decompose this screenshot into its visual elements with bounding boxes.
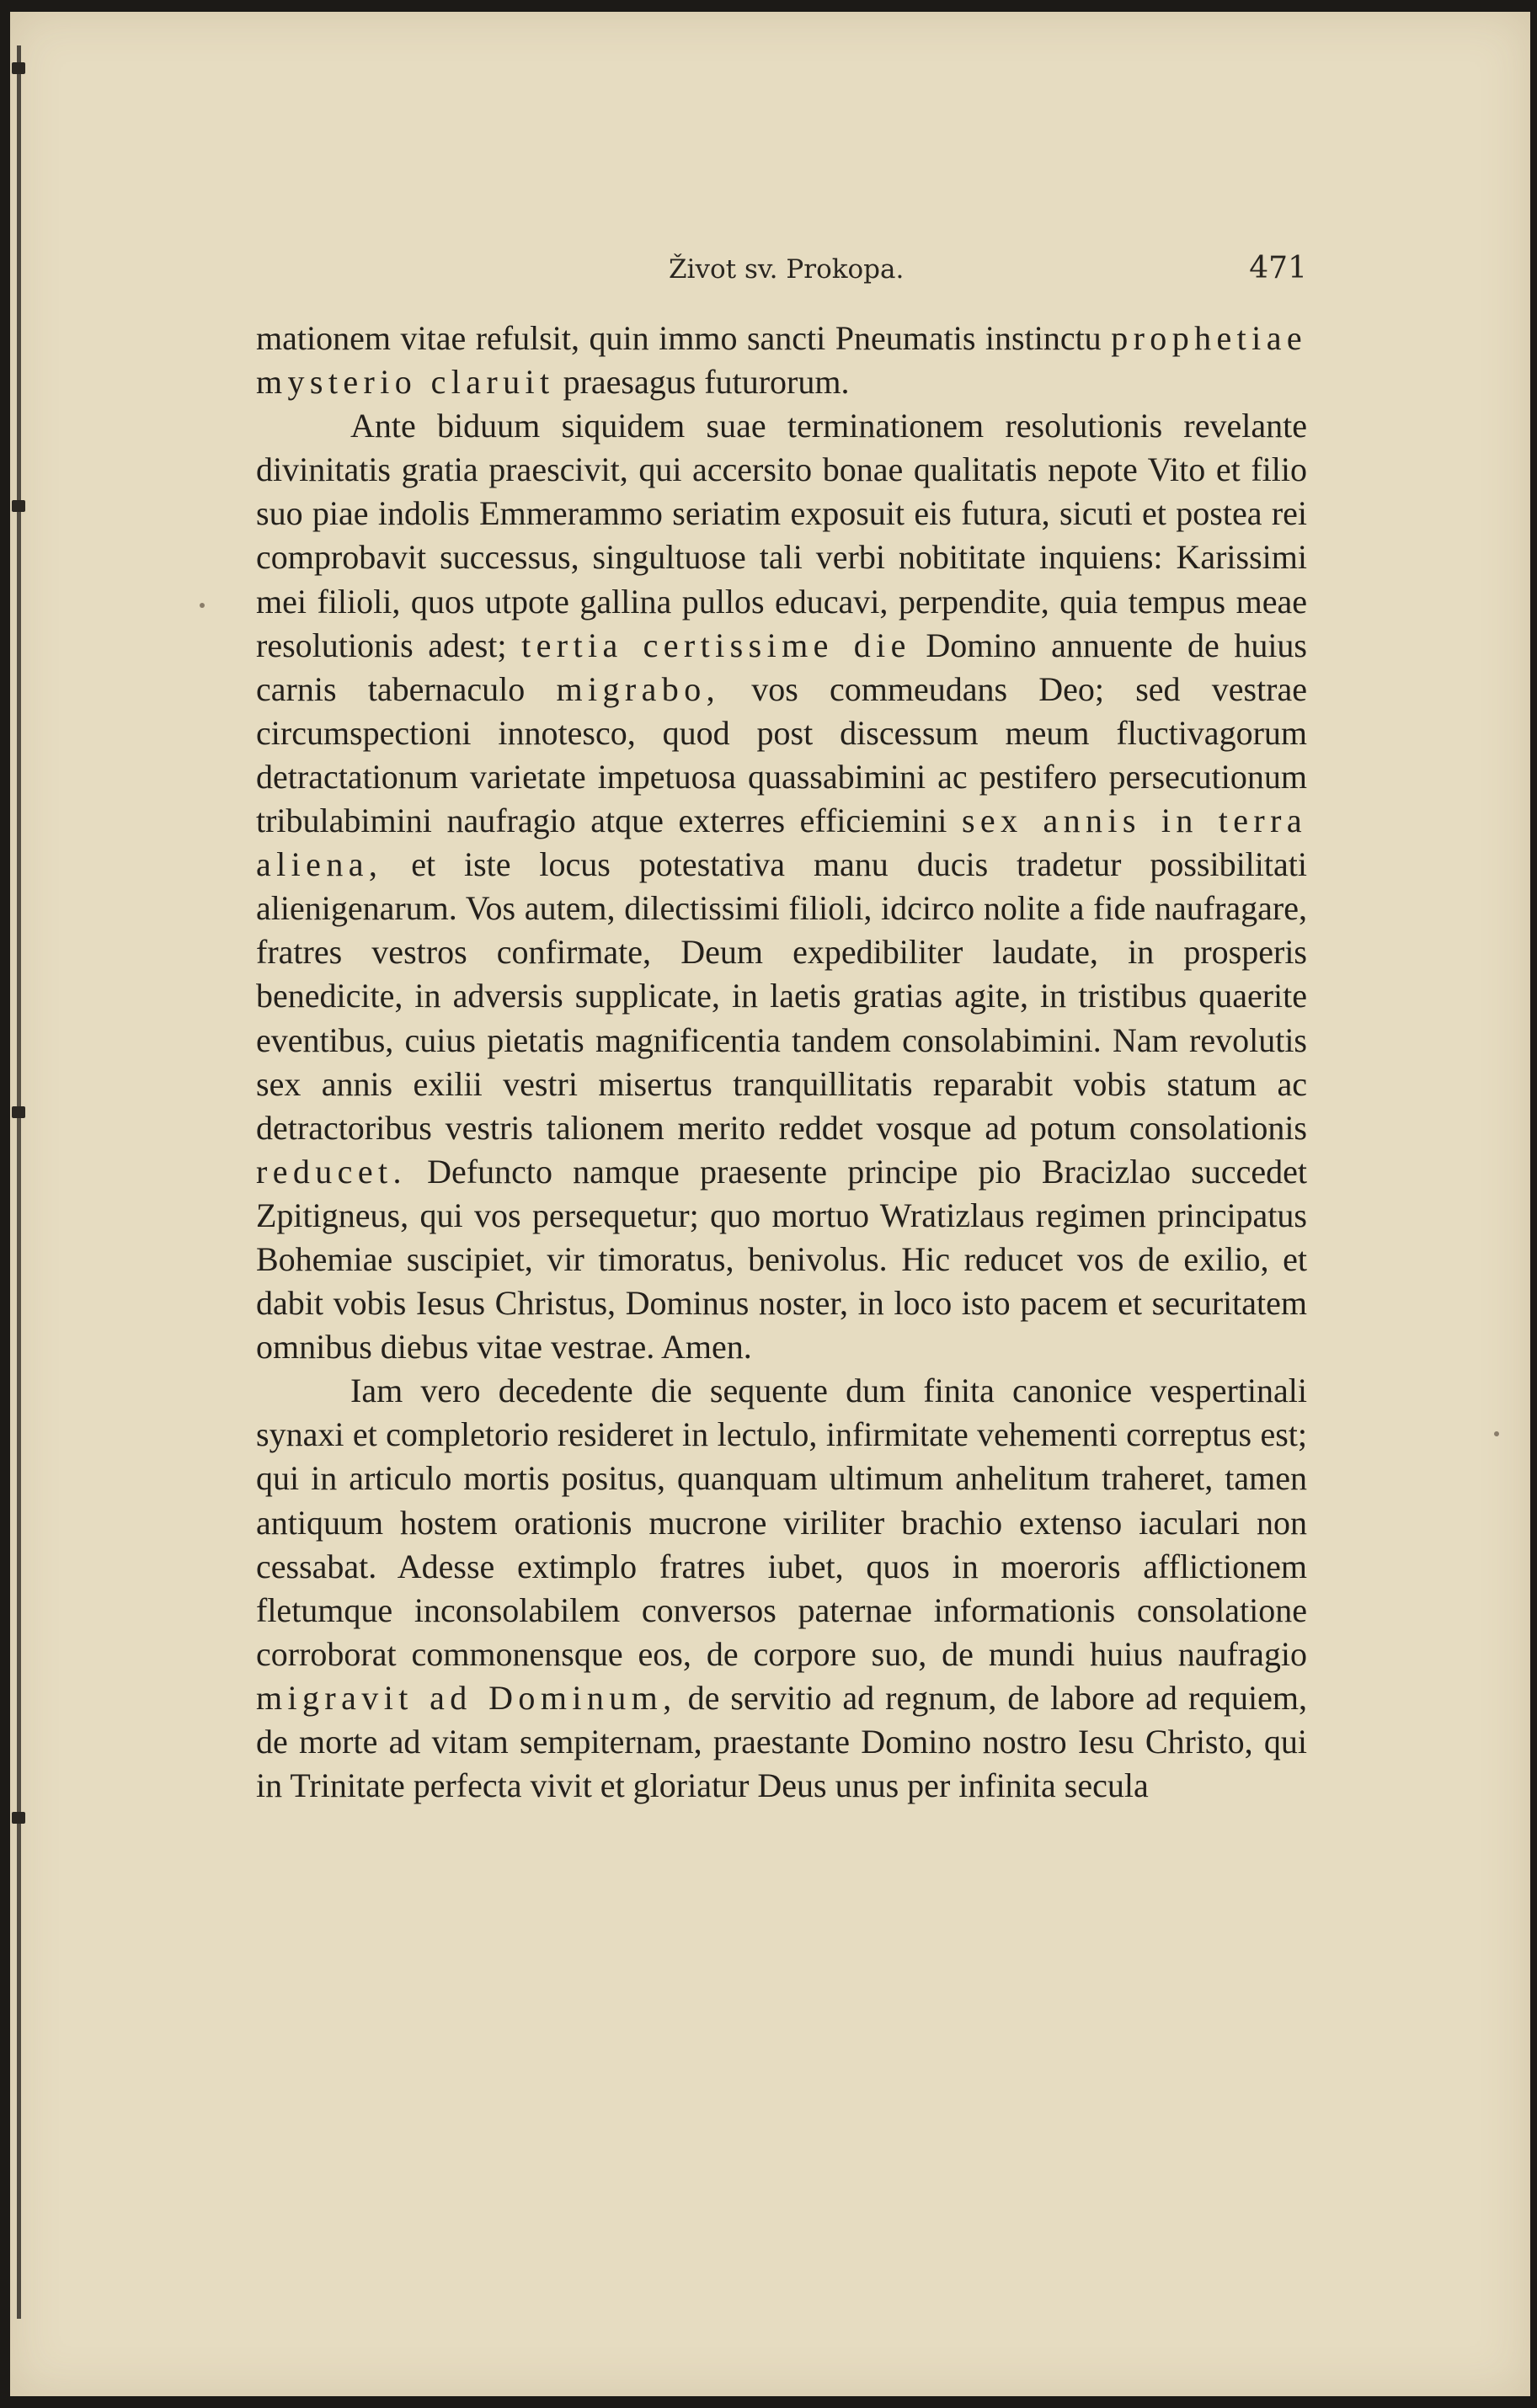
paragraph: Ante biduum siquidem suae terminationem resolutionis revelante divinitatis gratia praescivit, qui accersito bonae qualitatis nepote Vito et filio suo piae indolis Emmerammo seriatim exposuit eis futura, sicuti et postea rei comprobavit successus, singultuose tali verbi nobititate inquiens: Karissimi mei filioli, quos utpote gallina pullos educavi, perpendite, quia tempus meae resolutionis adest; tertia certissime die Domino annuente de huius carnis tabernaculo migrabo, vos commeudans Deo; sed vestrae circumspectioni innotesco, quod post discessum meum fluctivagorum detractationum varietate impetuosa quassabimini ac pestifero persecutionum tribulabimini naufragio atque exterres efficiemini sex annis in terra aliena, et iste locus potestativa manu ducis tradetur possibilitati alienigenarum. Vos autem, dilectissimi filioli, idcirco nolite a fide naufragare, fratres vestros confirmate, Deum expedibiliter laudate, in prosperis benedicite, in adversis supplicate, in laetis gratias agite, in tristibus quaerite eventibus, cuius pietatis magnificentia tandem consolabimini. Nam revolutis sex annis exilii vestri misertus tranquillitatis reparabit vobis statum ac detractoribus vestris talionem merito reddet vosque ad potum consolationis reducet. Defuncto namque praesente principe pio Bracizlao succedet Zpitigneus, qui vos persequetur; quo mortuo Wratizlaus regimen principatus Bohemiae suscipiet, vir timoratus, benivolus. Hic reducet vos de exilio, et dabit vobis Iesus Christus, Dominus noster, in loco isto pacem et securitatem omnibus diebus vitae vestrae. Amen.	[256, 407, 1308, 1366]
spaced-phrase: tertia certissime die	[521, 626, 911, 664]
scanned-page	[10, 12, 1530, 2396]
binding-mark	[12, 1812, 25, 1824]
binding-mark	[12, 1106, 25, 1118]
body-text	[256, 317, 1307, 1808]
spaced-phrase: migravit ad Dominum,	[256, 1678, 677, 1717]
running-title: Život sv. Prokopa.	[669, 254, 905, 285]
running-header	[248, 246, 1307, 288]
spaced-phrase: migrabo,	[556, 669, 721, 708]
binding-mark	[12, 62, 25, 74]
paragraph: mationem vitae refulsit, quin immo sancti Pneumatis instinctu prophetiae mysterio claruit praesagus futurorum.	[256, 319, 1307, 402]
binding-mark	[12, 500, 25, 512]
page-number: 471	[1249, 251, 1307, 285]
speck	[200, 603, 205, 608]
speck	[1494, 1431, 1499, 1436]
paragraph: Iam vero decedente die sequente dum finita canonice vespertinali synaxi et completorio resideret in lectulo, infirmitate vehementi correptus est; qui in articulo mortis positus, quanquam ultimum anhelitum traheret, tamen antiquum hostem orationis mucrone viriliter brachio extenso iaculari non cessabat. Adesse extimplo fratres iubet, quos in moeroris afflictionem fletumque inconsolabilem conversos paternae informationis consolatione corroborat commonensque eos, de corpore suo, de mundi huius naufragio migravit ad Dominum, de servitio ad regnum, de labore ad requiem, de morte ad vitam sempiternam, praestante Domino nostro Iesu Christo, qui in Trinitate perfecta vivit et gloriatur Deus unus per infinita secula	[256, 1372, 1307, 1805]
spaced-phrase: reducet.	[256, 1152, 407, 1191]
spaced-phrase: sex annis in terra aliena,	[256, 802, 1307, 884]
binding-edge	[17, 45, 21, 2319]
spaced-phrase: prophetiae mysterio claruit	[256, 319, 1307, 402]
